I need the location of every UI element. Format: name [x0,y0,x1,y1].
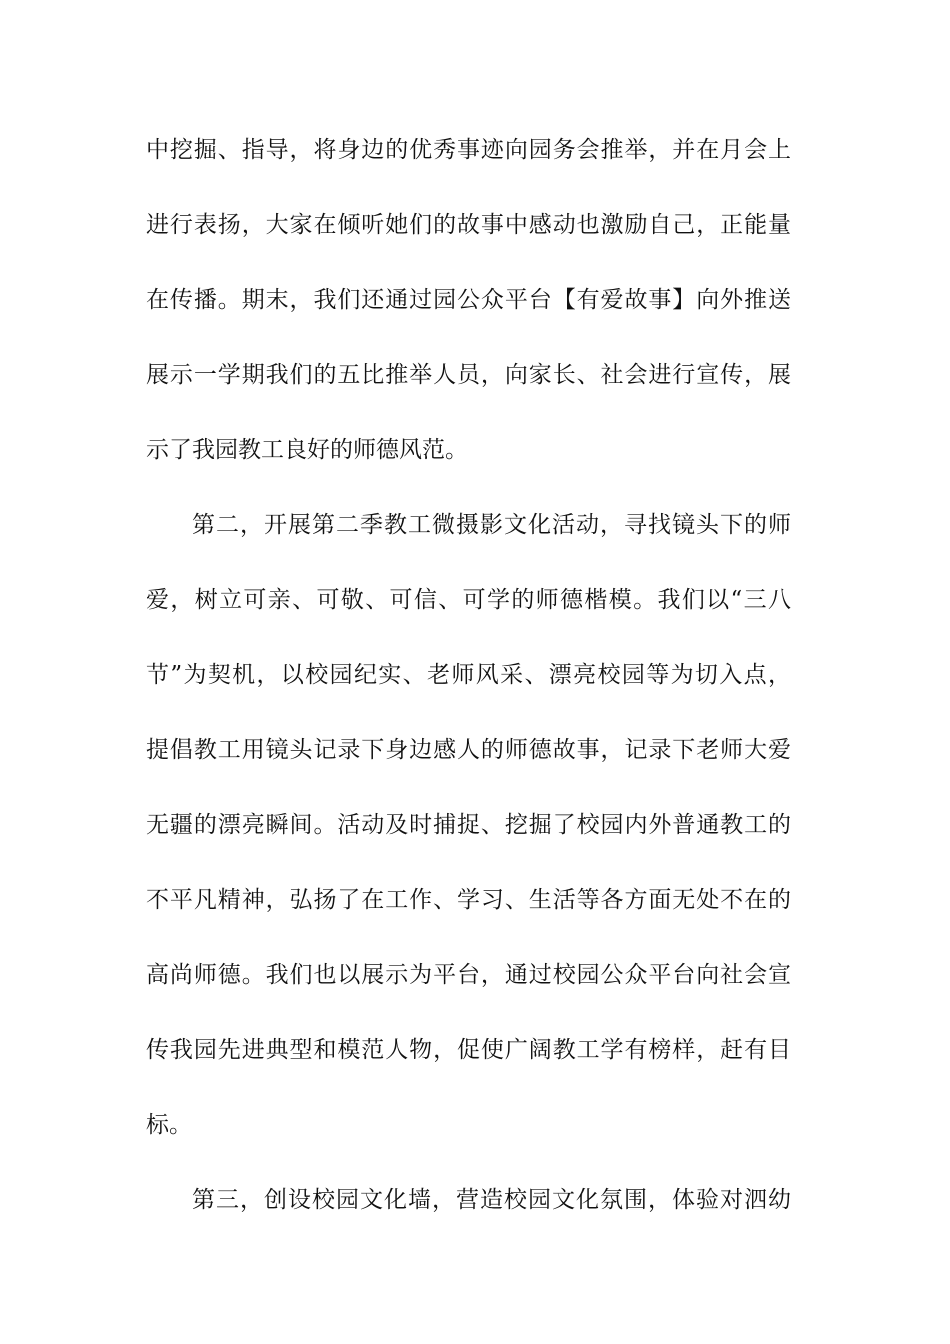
text-line: 标。 [146,1112,192,1138]
text-line: 示了我园教工良好的师德风范。 [146,437,468,463]
paragraph-first-line: 第二，开展第二季教工微摄影文化活动，寻找镜头下的师 [192,512,791,538]
text-line: 无疆的漂亮瞬间。活动及时捕捉、挖掘了校园内外普通教工的 [146,812,791,838]
text-line: 高尚师德。我们也以展示为平台，通过校园公众平台向社会宣 [146,962,791,988]
text-line: 传我园先进典型和模范人物，促使广阔教工学有榜样，赶有目 [146,1037,791,1063]
text-line: 节”为契机，以校园纪实、老师风采、漂亮校园等为切入点， [146,662,791,688]
text-line: 展示一学期我们的五比推举人员，向家长、社会进行宣传，展 [146,362,791,388]
text-line: 在传播。期末，我们还通过园公众平台【有爱故事】向外推送 [146,287,791,313]
paragraph-first-line: 第三，创设校园文化墙，营造校园文化氛围，体验对泗幼 [192,1187,791,1213]
text-line: 提倡教工用镜头记录下身边感人的师德故事，记录下老师大爱 [146,737,791,763]
text-line: 不平凡精神，弘扬了在工作、学习、生活等各方面无处不在的 [146,887,791,913]
text-line: 进行表扬，大家在倾听她们的故事中感动也激励自己，正能量 [146,212,791,238]
text-line: 中挖掘、指导，将身边的优秀事迹向园务会推举，并在月会上 [146,137,791,163]
text-line: 爱，树立可亲、可敬、可信、可学的师德楷模。我们以“三八 [146,587,791,613]
